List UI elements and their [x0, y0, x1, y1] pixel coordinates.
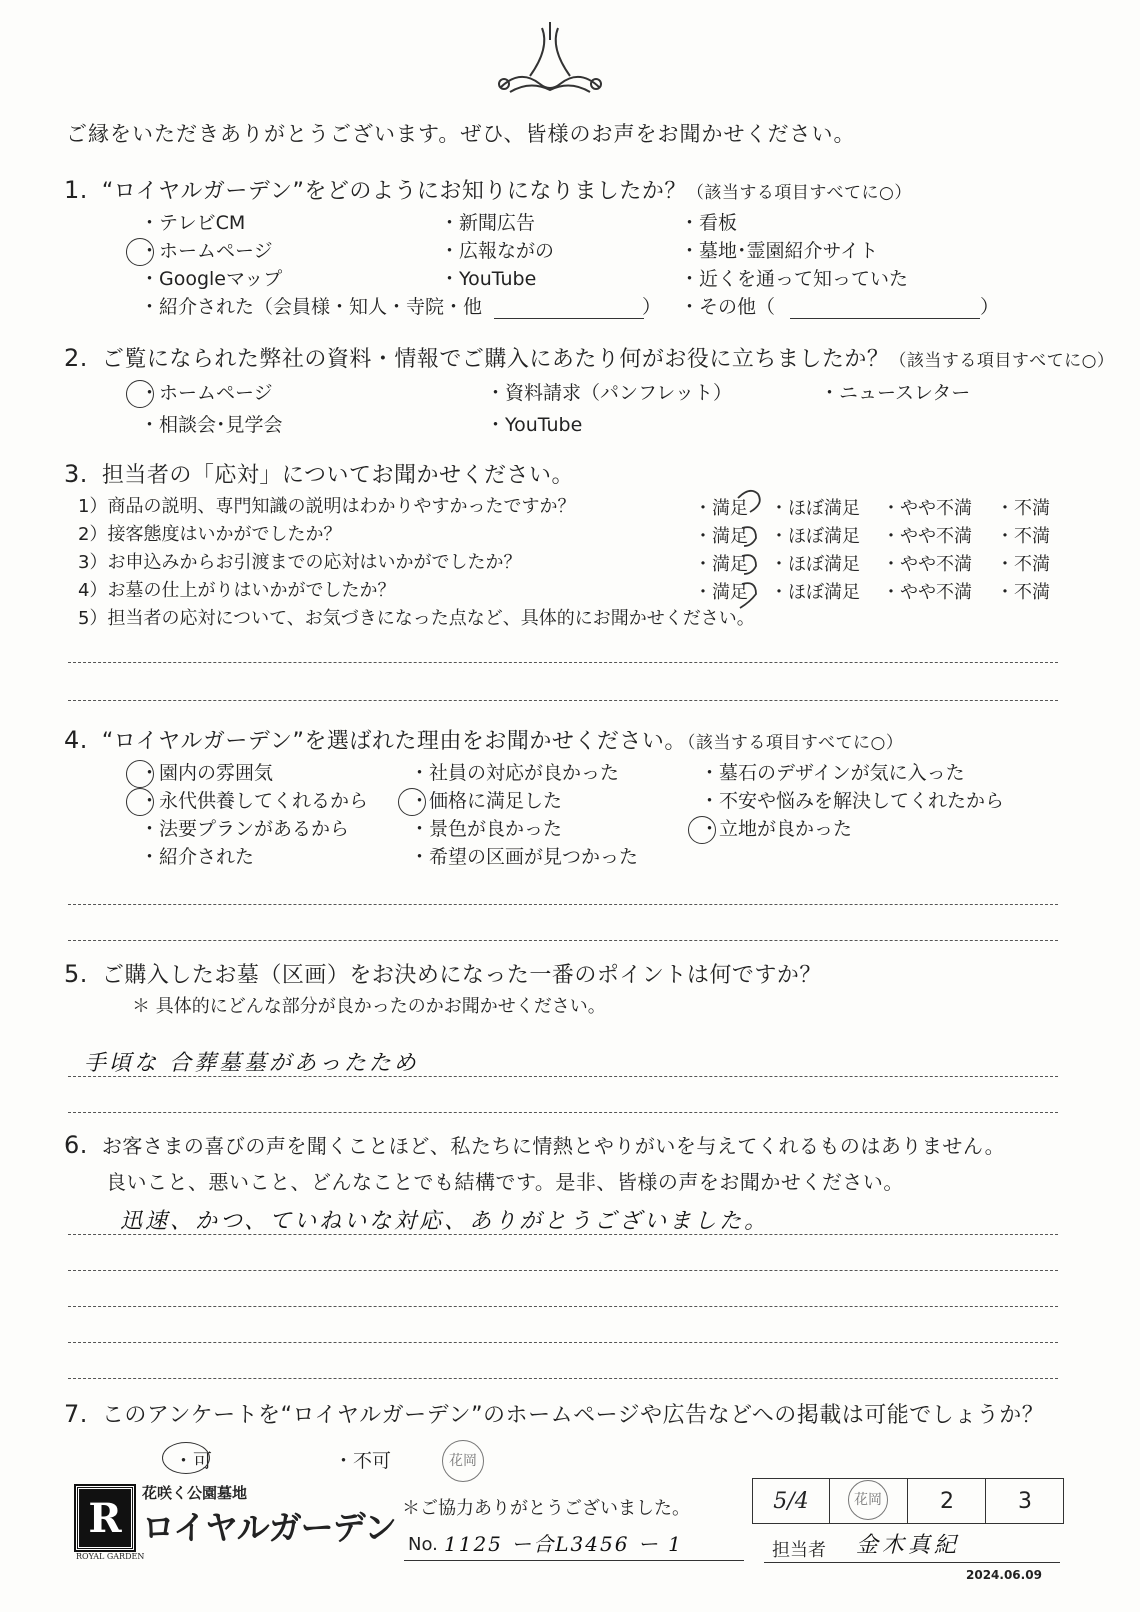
q7-option-yes[interactable]: ・可 — [174, 1450, 213, 1472]
q4-option-plot-found[interactable]: ・希望の区画が見つかった — [410, 846, 639, 868]
q3-sub-3: 3）お申込みからお引渡までの応対はいかがでしたか？ — [78, 552, 522, 573]
q3-1-rating-satisfied[interactable]: ・満足 — [694, 498, 748, 519]
q4-option-referred[interactable]: ・紹介された — [140, 846, 255, 868]
q5-answer-line-2[interactable] — [68, 1112, 1058, 1113]
q4-number: 4. — [64, 726, 88, 754]
q3-answer-line-1[interactable] — [68, 662, 1058, 663]
logo-subtitle: 花咲く公園墓地 — [142, 1484, 248, 1502]
footer-cell-3: 2 — [909, 1479, 986, 1523]
q1-option-cemetery-site[interactable]: ・墓地･霊園紹介サイト — [680, 240, 879, 262]
q4-option-atmosphere[interactable]: ・園内の雰囲気 — [140, 762, 274, 784]
footer-cell-4: 3 — [1018, 1488, 1032, 1514]
q2-option-homepage[interactable]: ・ホームページ — [140, 382, 273, 404]
q1-option-signboard[interactable]: ・看板 — [680, 212, 738, 234]
footer-code-box — [752, 1478, 1064, 1524]
q2-title: ご覧になられた弊社の資料・情報でご購入にあたり何がお役に立ちましたか？ — [101, 347, 890, 372]
q1-option-newspaper[interactable]: ・新聞広告 — [440, 212, 536, 234]
q3-sub-4: 4）お墓の仕上がりはいかがでしたか？ — [78, 580, 396, 601]
q6-answer-line-4[interactable] — [68, 1342, 1058, 1343]
q1-other-blank[interactable] — [790, 318, 980, 319]
q1-option-other[interactable]: ・その他（ — [680, 296, 776, 318]
q6-answer-line-3[interactable] — [68, 1306, 1058, 1307]
q4-option-memorial-plan[interactable]: ・法要プランがあるから — [140, 818, 350, 840]
ornament-flourish — [490, 18, 610, 100]
q2-number: 2. — [64, 344, 88, 372]
q3-sub-1: 1）商品の説明、専門知識の説明はわかりやすかったですか？ — [78, 496, 576, 517]
q7-heading — [64, 1398, 1044, 1429]
q1-title: “ロイヤルガーデン”をどのようにお知りになりましたか？ — [101, 179, 687, 204]
q5-note: ＊ 具体的にどんな部分が良かったのかお聞かせください。 — [132, 996, 606, 1017]
q4-heading — [64, 724, 903, 755]
q4-price-circle-mark — [398, 788, 426, 816]
footer-cell-1: 5/4 — [753, 1479, 830, 1523]
q3-number: 3. — [64, 460, 88, 488]
footer-no-label: No. — [408, 1534, 438, 1555]
footer-seal-stamp: 花岡 — [848, 1480, 888, 1520]
q3-3-rating-mostly[interactable]: ・ほぼ満足 — [770, 554, 860, 575]
q6-answer-line-5[interactable] — [68, 1378, 1058, 1379]
q4-option-eternal[interactable]: ・永代供養してくれるから — [140, 790, 369, 812]
q2-option-newsletter[interactable]: ・ニュースレター — [820, 382, 971, 404]
q3-2-rating-satisfied[interactable]: ・満足 — [694, 526, 748, 547]
q3-title: 担当者の「応対」についてお聞かせください。 — [101, 463, 574, 488]
q4-title: “ロイヤルガーデン”を選ばれた理由をお聞かせください。 — [101, 729, 687, 754]
q3-4-rating-satisfied[interactable]: ・満足 — [694, 582, 748, 603]
q1-option-homepage[interactable]: ・ホームページ — [140, 240, 273, 262]
q3-satisfied-handwritten-marks — [716, 484, 766, 614]
q1-number: 1. — [64, 176, 88, 204]
q5-title: ご購入したお墓（区画）をお決めになった一番のポイントは何ですか？ — [101, 963, 822, 988]
footer-no-underline — [404, 1560, 744, 1561]
q3-3-rating-dissatisfied[interactable]: ・不満 — [996, 554, 1050, 575]
q5-handwritten-answer: 手頃な 合葬墓墓があったため — [84, 1051, 419, 1076]
logo-name: ロイヤルガーデン — [142, 1508, 397, 1547]
q3-heading — [64, 458, 574, 489]
logo-r-mark: R — [76, 1486, 134, 1550]
q1-referral-blank[interactable] — [494, 318, 644, 319]
q6-answer-line-1[interactable] — [68, 1234, 1058, 1235]
q1-other-close: ） — [980, 296, 1000, 318]
q2-homepage-circle-mark — [126, 380, 154, 408]
q2-option-brochure[interactable]: ・資料請求（パンフレット） — [486, 382, 733, 404]
q4-atmosphere-circle-mark — [126, 760, 154, 788]
q4-option-worries[interactable]: ・不安や悩みを解決してくれたから — [700, 790, 1005, 812]
q6-text-2: 良いこと、悪いこと、どんなことでも結構です。是非、皆様の声をお聞かせください。 — [106, 1170, 904, 1194]
q3-4-rating-dissatisfied[interactable]: ・不満 — [996, 582, 1050, 603]
q2-hint: （該当する項目すべてに○） — [889, 351, 1115, 371]
q5-answer-line-1[interactable] — [68, 1076, 1058, 1077]
q7-yes-circle-mark — [162, 1442, 213, 1474]
q2-option-seminar[interactable]: ・相談会･見学会 — [140, 414, 283, 436]
q1-option-youtube[interactable]: ・YouTube — [440, 268, 537, 290]
q5-number: 5. — [64, 960, 88, 988]
q5-heading — [64, 958, 822, 989]
q3-answer-line-2[interactable] — [68, 700, 1058, 701]
q3-2-rating-somewhat[interactable]: ・やや不満 — [882, 526, 972, 547]
footer-staff-underline — [764, 1562, 1060, 1563]
q1-homepage-circle-mark — [126, 238, 154, 266]
q7-number: 7. — [64, 1400, 88, 1428]
footer-staff-label: 担当者 — [772, 1540, 826, 1561]
q6-text-1: お客さまの喜びの声を聞くことほど、私たちに情熱とやりがいを与えてくれるものはありません。 — [101, 1134, 1006, 1158]
footer-date: 2024.06.09 — [966, 1568, 1042, 1582]
intro-text: ご縁をいただきありがとうございます。ぜひ、皆様のお声をお聞かせください。 — [66, 122, 856, 146]
q7-option-no[interactable]: ・不可 — [334, 1450, 392, 1472]
q3-1-rating-somewhat[interactable]: ・やや不満 — [882, 498, 972, 519]
q4-option-scenery[interactable]: ・景色が良かった — [410, 818, 563, 840]
q4-location-circle-mark — [688, 816, 716, 844]
q4-option-staff[interactable]: ・社員の対応が良かった — [410, 762, 620, 784]
q1-option-nearby[interactable]: ・近くを通って知っていた — [680, 268, 909, 290]
q3-2-rating-dissatisfied[interactable]: ・不満 — [996, 526, 1050, 547]
q4-option-location[interactable]: ・立地が良かった — [700, 818, 853, 840]
q3-1-rating-dissatisfied[interactable]: ・不満 — [996, 498, 1050, 519]
q6-number: 6. — [64, 1131, 88, 1159]
q1-option-googlemap[interactable]: ・Googleマップ — [140, 268, 283, 290]
q3-4-rating-mostly[interactable]: ・ほぼ満足 — [770, 582, 860, 603]
q3-4-rating-somewhat[interactable]: ・やや不満 — [882, 582, 972, 603]
q3-2-rating-mostly[interactable]: ・ほぼ満足 — [770, 526, 860, 547]
q6-handwritten-answer: 迅速、かつ、ていねいな対応、ありがとうございました。 — [120, 1209, 770, 1234]
q3-1-rating-mostly[interactable]: ・ほぼ満足 — [770, 498, 860, 519]
q3-sub-2: 2）接客態度はいかがでしたか？ — [78, 524, 342, 545]
q6-answer-line-2[interactable] — [68, 1270, 1058, 1271]
q3-3-rating-satisfied[interactable]: ・満足 — [694, 554, 748, 575]
q1-referral-close: ） — [642, 296, 662, 318]
q4-hint: （該当する項目すべてに○） — [686, 733, 904, 753]
q2-option-youtube[interactable]: ・YouTube — [486, 414, 583, 436]
footer-no-value: 1125 ー合L3456 ー 1 — [444, 1532, 683, 1556]
q2-heading — [64, 342, 1114, 373]
q1-option-tv[interactable]: ・テレビCM — [140, 212, 246, 234]
q4-answer-line-2[interactable] — [68, 940, 1058, 941]
q1-option-kouhou[interactable]: ・広報ながの — [440, 240, 555, 262]
q3-sub-5: 5）担当者の応対について、お気づきになった点など、具体的にお聞かせください。 — [78, 608, 755, 629]
q6-heading-line-1 — [64, 1130, 1005, 1159]
q1-hint: （該当する項目すべてに○） — [686, 183, 912, 203]
q7-title: このアンケートを“ロイヤルガーデン”のホームページや広告などへの掲載は可能でしょうか？ — [101, 1403, 1045, 1428]
q4-option-design[interactable]: ・墓石のデザインが気に入った — [700, 762, 965, 784]
logo-english: ROYAL GARDEN — [76, 1552, 145, 1561]
q4-option-price[interactable]: ・価格に満足した — [410, 790, 563, 812]
footer-staff-name: 金木真紀 — [856, 1533, 961, 1558]
q4-eternal-circle-mark — [126, 788, 154, 816]
q1-option-referral[interactable]: ・紹介された（会員様・知人・寺院・他 — [140, 296, 483, 318]
footer-thanks: ＊ご協力ありがとうございました。 — [402, 1498, 690, 1519]
q1-heading — [64, 174, 912, 205]
q3-3-rating-somewhat[interactable]: ・やや不満 — [882, 554, 972, 575]
q7-seal-stamp: 花岡 — [442, 1440, 484, 1482]
q4-answer-line-1[interactable] — [68, 904, 1058, 905]
